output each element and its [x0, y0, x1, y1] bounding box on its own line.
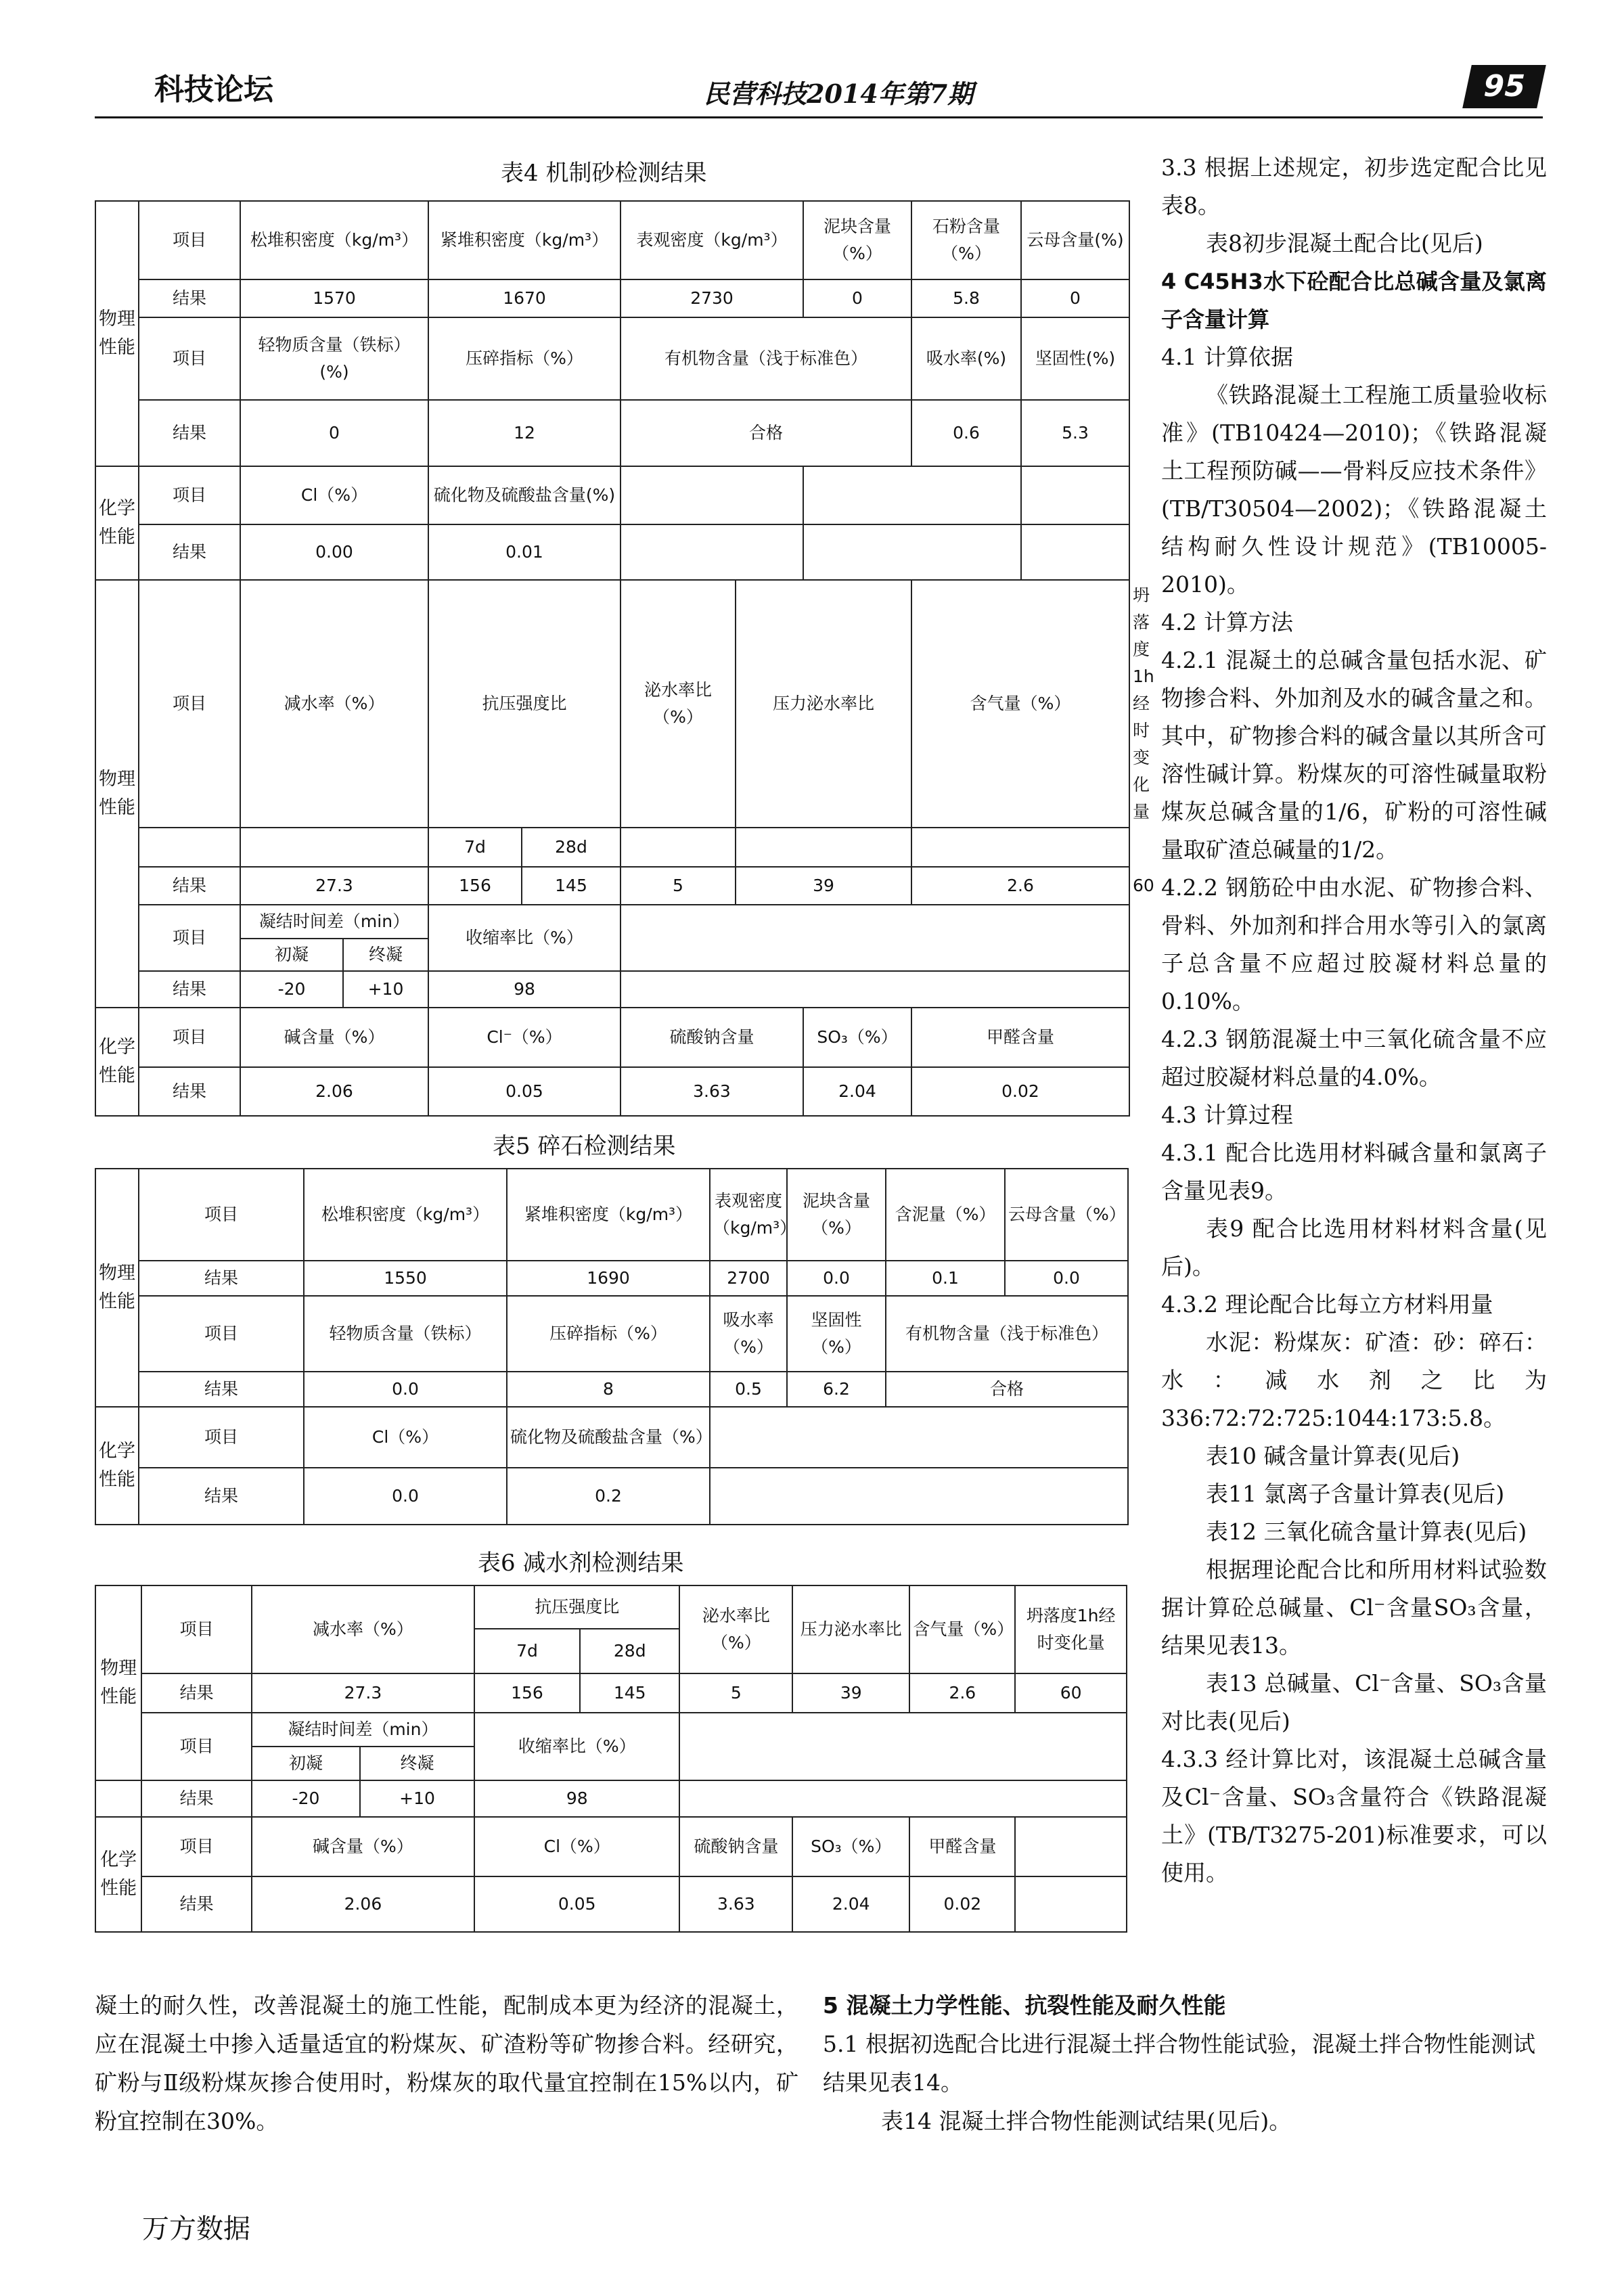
- paragraph: 4.3.3 经计算比对，该混凝土总碱含量及Cl⁻含量、SO₃含量符合《铁路混凝土》(TB/T3275-201)标准要求，可以使用。: [1161, 1746, 1547, 1886]
- header-cell: 泥块含量（%）: [787, 1169, 886, 1261]
- row-label: 项目: [139, 580, 240, 828]
- row-label: 项目: [141, 1817, 251, 1876]
- subsection-heading: 4.1 计算依据: [1161, 344, 1293, 370]
- empty-cell: [139, 828, 240, 867]
- header-cell: 轻物质含量（铁标）(%): [240, 317, 428, 400]
- header-cell: 泌水率比（%）: [621, 580, 736, 828]
- row-label: 项目: [141, 1585, 251, 1673]
- header-cell: 云母含量(%): [1021, 201, 1129, 279]
- header-cell: 甲醛含量: [909, 1817, 1015, 1876]
- value-cell: 98: [428, 971, 621, 1008]
- paragraph: 4.3.1 配合比选用材料碱含量和氯离子含量见表9。: [1161, 1140, 1547, 1204]
- paragraph: 3.3 根据上述规定，初步选定配合比见表8。: [1161, 154, 1547, 219]
- value-cell: 39: [736, 867, 911, 905]
- table6: [95, 1585, 1127, 1933]
- row-label: 结果: [139, 400, 240, 466]
- row-label: 结果: [139, 1468, 304, 1525]
- header-cell: Cl⁻（%）: [428, 1008, 621, 1067]
- value-cell: 0: [240, 400, 428, 466]
- header-cell: Cl（%）: [304, 1407, 507, 1468]
- value-cell: 156: [428, 867, 522, 905]
- row-label: 结果: [139, 971, 240, 1008]
- group-label: 物理性能: [95, 1585, 141, 1780]
- row-label: 项目: [139, 1407, 304, 1468]
- sub-header: 7d: [474, 1629, 580, 1673]
- subsection-heading: 4.2 计算方法: [1161, 609, 1293, 635]
- footer-watermark: 万方数据: [142, 2213, 250, 2245]
- value-cell: 2730: [621, 279, 803, 317]
- header-cell: 碱含量（%）: [252, 1817, 474, 1876]
- value-cell: 1570: [240, 279, 428, 317]
- empty-cell: [1015, 1876, 1127, 1932]
- journal-issue: 民营科技2014年第7期: [704, 78, 974, 109]
- value-cell: 5.3: [1021, 400, 1129, 466]
- header-cell: 压碎指标（%）: [507, 1296, 710, 1372]
- group-label: 物理性能: [95, 201, 139, 466]
- header-cell: 收缩率比（%）: [474, 1713, 680, 1780]
- table-reference: 表12 三氧化硫含量计算表(见后): [1206, 1518, 1527, 1545]
- row-label: 结果: [139, 867, 240, 905]
- header-cell: 有机物含量（浅于标准色）: [621, 317, 911, 400]
- row-label: 项目: [139, 466, 240, 524]
- paragraph: 根据理论配合比和所用材料试验数据计算砼总碱量、Cl⁻含量SO₃含量，结果见表13。: [1161, 1556, 1547, 1659]
- page-number: 95: [1462, 65, 1546, 108]
- header-cell: Cl（%）: [240, 466, 428, 524]
- header-cell: 吸水率(%): [911, 317, 1021, 400]
- empty-cell: [710, 1468, 1128, 1525]
- value-cell: 0.5: [710, 1372, 787, 1407]
- header-cell: 硫酸钠含量: [621, 1008, 803, 1067]
- value-cell: 1550: [304, 1261, 507, 1296]
- group-label: 物理性能: [95, 1169, 139, 1407]
- header-cell: 压力泌水率比: [792, 1585, 909, 1673]
- header-cell: 坚固性(%): [1021, 317, 1129, 400]
- empty-cell: [621, 905, 1129, 971]
- table4: 物理性能 项目 松堆积密度（kg/m³） 紧堆积密度（kg/m³） 表观密度（kg/m³） 泥块含量（%） 石粉含量（%） 云母含量(%) 结果 1570 1670 2730 0 5.8 0 项目 轻物质含量（铁标）(%) 压碎指标（%） 有机物含量（浅于标准色） 吸水率(%) 坚固性(%) 结果 0 12 合格 0.6 5.3 化学性能 项目 Cl（%） 硫化物及硫酸盐含量(%) 结果 0.00 0.01 物理性能 项目 减水率（%） 抗压强度比 泌水率比（%） 压力泌水率比 含气量（%） 坍落度1h经时变化量 7d 28d 结果 27.3 156 145 5 39 2.6 60 项目 凝结时间差（min） 收缩率比（%） 初凝 终凝 结果 -20 +10 98 化学性能 项目 碱含量（%） Cl⁻（%） 硫酸钠含量 SO₃（%） 甲醛含量 结果 2.06 0.05 3.63 2.04 0.02: [95, 200, 1130, 1117]
- value-cell: 0.0: [787, 1261, 886, 1296]
- value-cell: 5: [679, 1673, 792, 1713]
- value-cell: 0.00: [240, 524, 428, 580]
- value-cell: 12: [428, 400, 621, 466]
- value-cell: 0.0: [1005, 1261, 1128, 1296]
- value-cell: 3.63: [679, 1876, 792, 1932]
- section-label: 科技论坛: [154, 72, 273, 107]
- row-label: 项目: [139, 317, 240, 400]
- value-cell: 145: [522, 867, 621, 905]
- header-cell: 轻物质含量（铁标）: [304, 1296, 507, 1372]
- row-label: 项目: [139, 201, 240, 279]
- value-cell: 0.01: [428, 524, 621, 580]
- value-cell: 5.8: [911, 279, 1021, 317]
- empty-cell: [803, 524, 1021, 580]
- header-cell: 减水率（%）: [240, 580, 428, 828]
- paragraph: 4.2.2 钢筋砼中由水泥、矿物掺合料、骨料、外加剂和拌合用水等引入的氯离子总含量不应超过胶凝材料总量的0.10%。: [1161, 874, 1547, 1014]
- empty-cell: [621, 828, 736, 867]
- section-heading: 4 C45H3水下砼配合比总碱含量及氯离子含量计算: [1161, 269, 1547, 332]
- value-cell: 27.3: [252, 1673, 474, 1713]
- value-cell: 3.63: [621, 1067, 803, 1116]
- header-cell: 紧堆积密度（kg/m³）: [428, 201, 621, 279]
- value-cell: 0.02: [911, 1067, 1129, 1116]
- group-label: 化学性能: [95, 1817, 141, 1932]
- sub-header: 28d: [580, 1629, 679, 1673]
- empty-cell: [621, 524, 803, 580]
- header-cell: 吸水率（%）: [710, 1296, 787, 1372]
- header-cell: 泥块含量（%）: [803, 201, 911, 279]
- right-column: [1161, 149, 1547, 1892]
- row-label: 项目: [139, 1008, 240, 1067]
- value-cell: +10: [343, 971, 428, 1008]
- bottom-right-column: [823, 1986, 1547, 2140]
- header-cell: 坚固性（%）: [787, 1296, 886, 1372]
- row-label: 项目: [139, 1169, 304, 1261]
- value-cell: 0.05: [428, 1067, 621, 1116]
- group-label-cont: [95, 1780, 141, 1817]
- table-reference: 表10 碱含量计算表(见后): [1206, 1443, 1460, 1469]
- value-cell: 0: [803, 279, 911, 317]
- header-cell: 凝结时间差（min）: [240, 905, 428, 939]
- empty-cell: [736, 828, 911, 867]
- value-cell: 2.06: [252, 1876, 474, 1932]
- header-cell: 抗压强度比: [474, 1585, 680, 1629]
- header-cell: 云母含量（%）: [1005, 1169, 1128, 1261]
- value-cell: 0.02: [909, 1876, 1015, 1932]
- subsection-heading: 4.3 计算过程: [1161, 1102, 1293, 1128]
- paragraph: 4.3.2 理论配合比每立方材料用量: [1161, 1291, 1493, 1318]
- value-cell: 145: [580, 1673, 679, 1713]
- table-reference: 表13 总碱量、Cl⁻含量、SO₃含量对比表(见后): [1161, 1670, 1547, 1734]
- value-cell: 0.1: [886, 1261, 1005, 1296]
- header-cell: 含泥量（%）: [886, 1169, 1005, 1261]
- value-cell: 60: [1015, 1673, 1127, 1713]
- table5: [95, 1168, 1129, 1525]
- value-cell: 2.6: [909, 1673, 1015, 1713]
- value-cell: 0.0: [304, 1372, 507, 1407]
- sub-header: 7d: [428, 828, 522, 867]
- header-cell: 压力泌水率比: [736, 580, 911, 828]
- header-cell: 紧堆积密度（kg/m³）: [507, 1169, 710, 1261]
- group-label: 物理性能: [95, 580, 139, 1008]
- header-cell: 松堆积密度（kg/m³）: [304, 1169, 507, 1261]
- header-cell: 表观密度（kg/m³）: [710, 1169, 787, 1261]
- row-label: 结果: [139, 1067, 240, 1116]
- header-cell: 收缩率比（%）: [428, 905, 621, 971]
- paragraph: 4.2.1 混凝土的总碱含量包括水泥、矿物掺合料、外加剂及水的碱含量之和。其中，矿物掺合料的碱含量以其所含可溶性碱计算。粉煤灰的可溶性碱量取粉煤灰总碱含量的1/6，矿粉的可溶性碱量取矿渣总碱量的1/2。: [1161, 647, 1547, 863]
- value-cell: 0: [1021, 279, 1129, 317]
- group-label: 化学性能: [95, 1407, 139, 1525]
- row-label: 项目: [141, 1713, 251, 1780]
- header-cell: 抗压强度比: [428, 580, 621, 828]
- row-label: 项目: [139, 905, 240, 971]
- header-cell: 凝结时间差（min）: [252, 1713, 474, 1747]
- value-cell: 2.04: [803, 1067, 911, 1116]
- value-cell: 2.6: [911, 867, 1129, 905]
- sub-header: 28d: [522, 828, 621, 867]
- header-cell: 松堆积密度（kg/m³）: [240, 201, 428, 279]
- header-cell: 碱含量（%）: [240, 1008, 428, 1067]
- empty-cell: [679, 1780, 1127, 1817]
- header-cell: 有机物含量（浅于标准色）: [886, 1296, 1128, 1372]
- header-cell: 硫化物及硫酸盐含量（%）: [507, 1407, 710, 1468]
- table6-caption: 表6 减水剂检测结果: [478, 1550, 684, 1577]
- value-cell: 2.04: [792, 1876, 909, 1932]
- section-heading: 5 混凝土力学性能、抗裂性能及耐久性能: [823, 1992, 1226, 2019]
- row-label: 结果: [139, 279, 240, 317]
- value-cell: 1690: [507, 1261, 710, 1296]
- table-reference: 表11 氯离子含量计算表(见后): [1206, 1481, 1505, 1507]
- group-label: 化学性能: [95, 466, 139, 580]
- value-cell: +10: [360, 1780, 474, 1817]
- empty-cell: [679, 1713, 1127, 1780]
- header-cell: 硫化物及硫酸盐含量(%): [428, 466, 621, 524]
- header-cell: 石粉含量（%）: [911, 201, 1021, 279]
- bottom-left-paragraph: 凝土的耐久性，改善混凝土的施工性能，配制成本更为经济的混凝土，应在混凝土中掺入适量适宜的粉煤灰、矿渣粉等矿物掺合料。经研究，矿粉与Ⅱ级粉煤灰掺合使用时，粉煤灰的取代量宜控制在15%以内，矿粉宜控制在30%。: [95, 1992, 798, 2134]
- empty-cell: [621, 466, 803, 524]
- value-cell: 0.0: [304, 1468, 507, 1525]
- row-label: 结果: [139, 1261, 304, 1296]
- value-cell: 0.05: [474, 1876, 680, 1932]
- value-cell: 1670: [428, 279, 621, 317]
- table5-caption: 表5 碎石检测结果: [493, 1133, 676, 1160]
- sub-header: 终凝: [343, 939, 428, 971]
- value-cell: 合格: [886, 1372, 1128, 1407]
- paragraph: 5.1 根据初选配合比进行混凝土拌合物性能试验，混凝土拌合物性能测试结果见表14。: [823, 2031, 1535, 2096]
- empty-cell: [1021, 524, 1129, 580]
- header-cell: 表观密度（kg/m³）: [621, 201, 803, 279]
- table-reference: 表8初步混凝土配合比(见后): [1206, 230, 1483, 256]
- value-cell: 5: [621, 867, 736, 905]
- empty-cell: [1021, 466, 1129, 524]
- row-label: 结果: [141, 1673, 251, 1713]
- value-cell: 98: [474, 1780, 680, 1817]
- header-cell: 硫酸钠含量: [679, 1817, 792, 1876]
- table-reference: 表9 配合比选用材料材料含量(见后)。: [1161, 1215, 1547, 1280]
- header-cell: 坍落度1h经时变化量: [1015, 1585, 1127, 1673]
- sub-header: 终凝: [360, 1747, 474, 1780]
- header-cell: SO₃（%）: [803, 1008, 911, 1067]
- value-cell: -20: [240, 971, 343, 1008]
- value-cell: 8: [507, 1372, 710, 1407]
- row-label: 结果: [139, 1372, 304, 1407]
- value-cell: 2.06: [240, 1067, 428, 1116]
- empty-cell: [240, 828, 428, 867]
- value-cell: 6.2: [787, 1372, 886, 1407]
- row-label: 结果: [139, 524, 240, 580]
- empty-cell: [621, 971, 1129, 1008]
- value-cell: 合格: [621, 400, 911, 466]
- empty-cell: [710, 1407, 1128, 1468]
- paragraph: 水泥：粉煤灰：矿渣：砂：碎石：水：减水剂之比为336:72:72:725:1044:173:5.8。: [1161, 1329, 1547, 1431]
- header-cell: 含气量（%）: [911, 580, 1129, 828]
- sub-header: 初凝: [240, 939, 343, 971]
- value-cell: -20: [252, 1780, 360, 1817]
- value-cell: 39: [792, 1673, 909, 1713]
- value-cell: 27.3: [240, 867, 428, 905]
- header-cell: 甲醛含量: [911, 1008, 1129, 1067]
- group-label: 化学性能: [95, 1008, 139, 1116]
- value-cell: 2700: [710, 1261, 787, 1296]
- row-label: 结果: [141, 1780, 251, 1817]
- empty-cell: [911, 828, 1129, 867]
- header-rule: [95, 116, 1543, 118]
- row-label: 结果: [141, 1876, 251, 1932]
- empty-cell: [803, 466, 1021, 524]
- empty-cell: [1015, 1817, 1127, 1876]
- header-cell: 泌水率比（%）: [679, 1585, 792, 1673]
- value-cell: 156: [474, 1673, 580, 1713]
- table-reference: 表14 混凝土拌合物性能测试结果(见后)。: [881, 2108, 1292, 2134]
- header-cell: SO₃（%）: [792, 1817, 909, 1876]
- header-cell: Cl（%）: [474, 1817, 680, 1876]
- header-cell: 减水率（%）: [252, 1585, 474, 1673]
- table4-caption: 表4 机制砂检测结果: [501, 160, 707, 187]
- value-cell: 0.2: [507, 1468, 710, 1525]
- value-cell: 0.6: [911, 400, 1021, 466]
- header-cell: 压碎指标（%）: [428, 317, 621, 400]
- row-label: 项目: [139, 1296, 304, 1372]
- header-cell: 含气量（%）: [909, 1585, 1015, 1673]
- paragraph: 《铁路混凝土工程施工质量验收标准》(TB10424—2010)；《铁路混凝土工程预防碱——骨料反应技术条件》(TB/T30504—2002)；《铁路混凝土结构耐久性设计规范》(TB10005-2010)。: [1161, 382, 1547, 598]
- sub-header: 初凝: [252, 1747, 360, 1780]
- paragraph: 4.2.3 钢筋混凝土中三氧化硫含量不应超过胶凝材料总量的4.0%。: [1161, 1026, 1547, 1090]
